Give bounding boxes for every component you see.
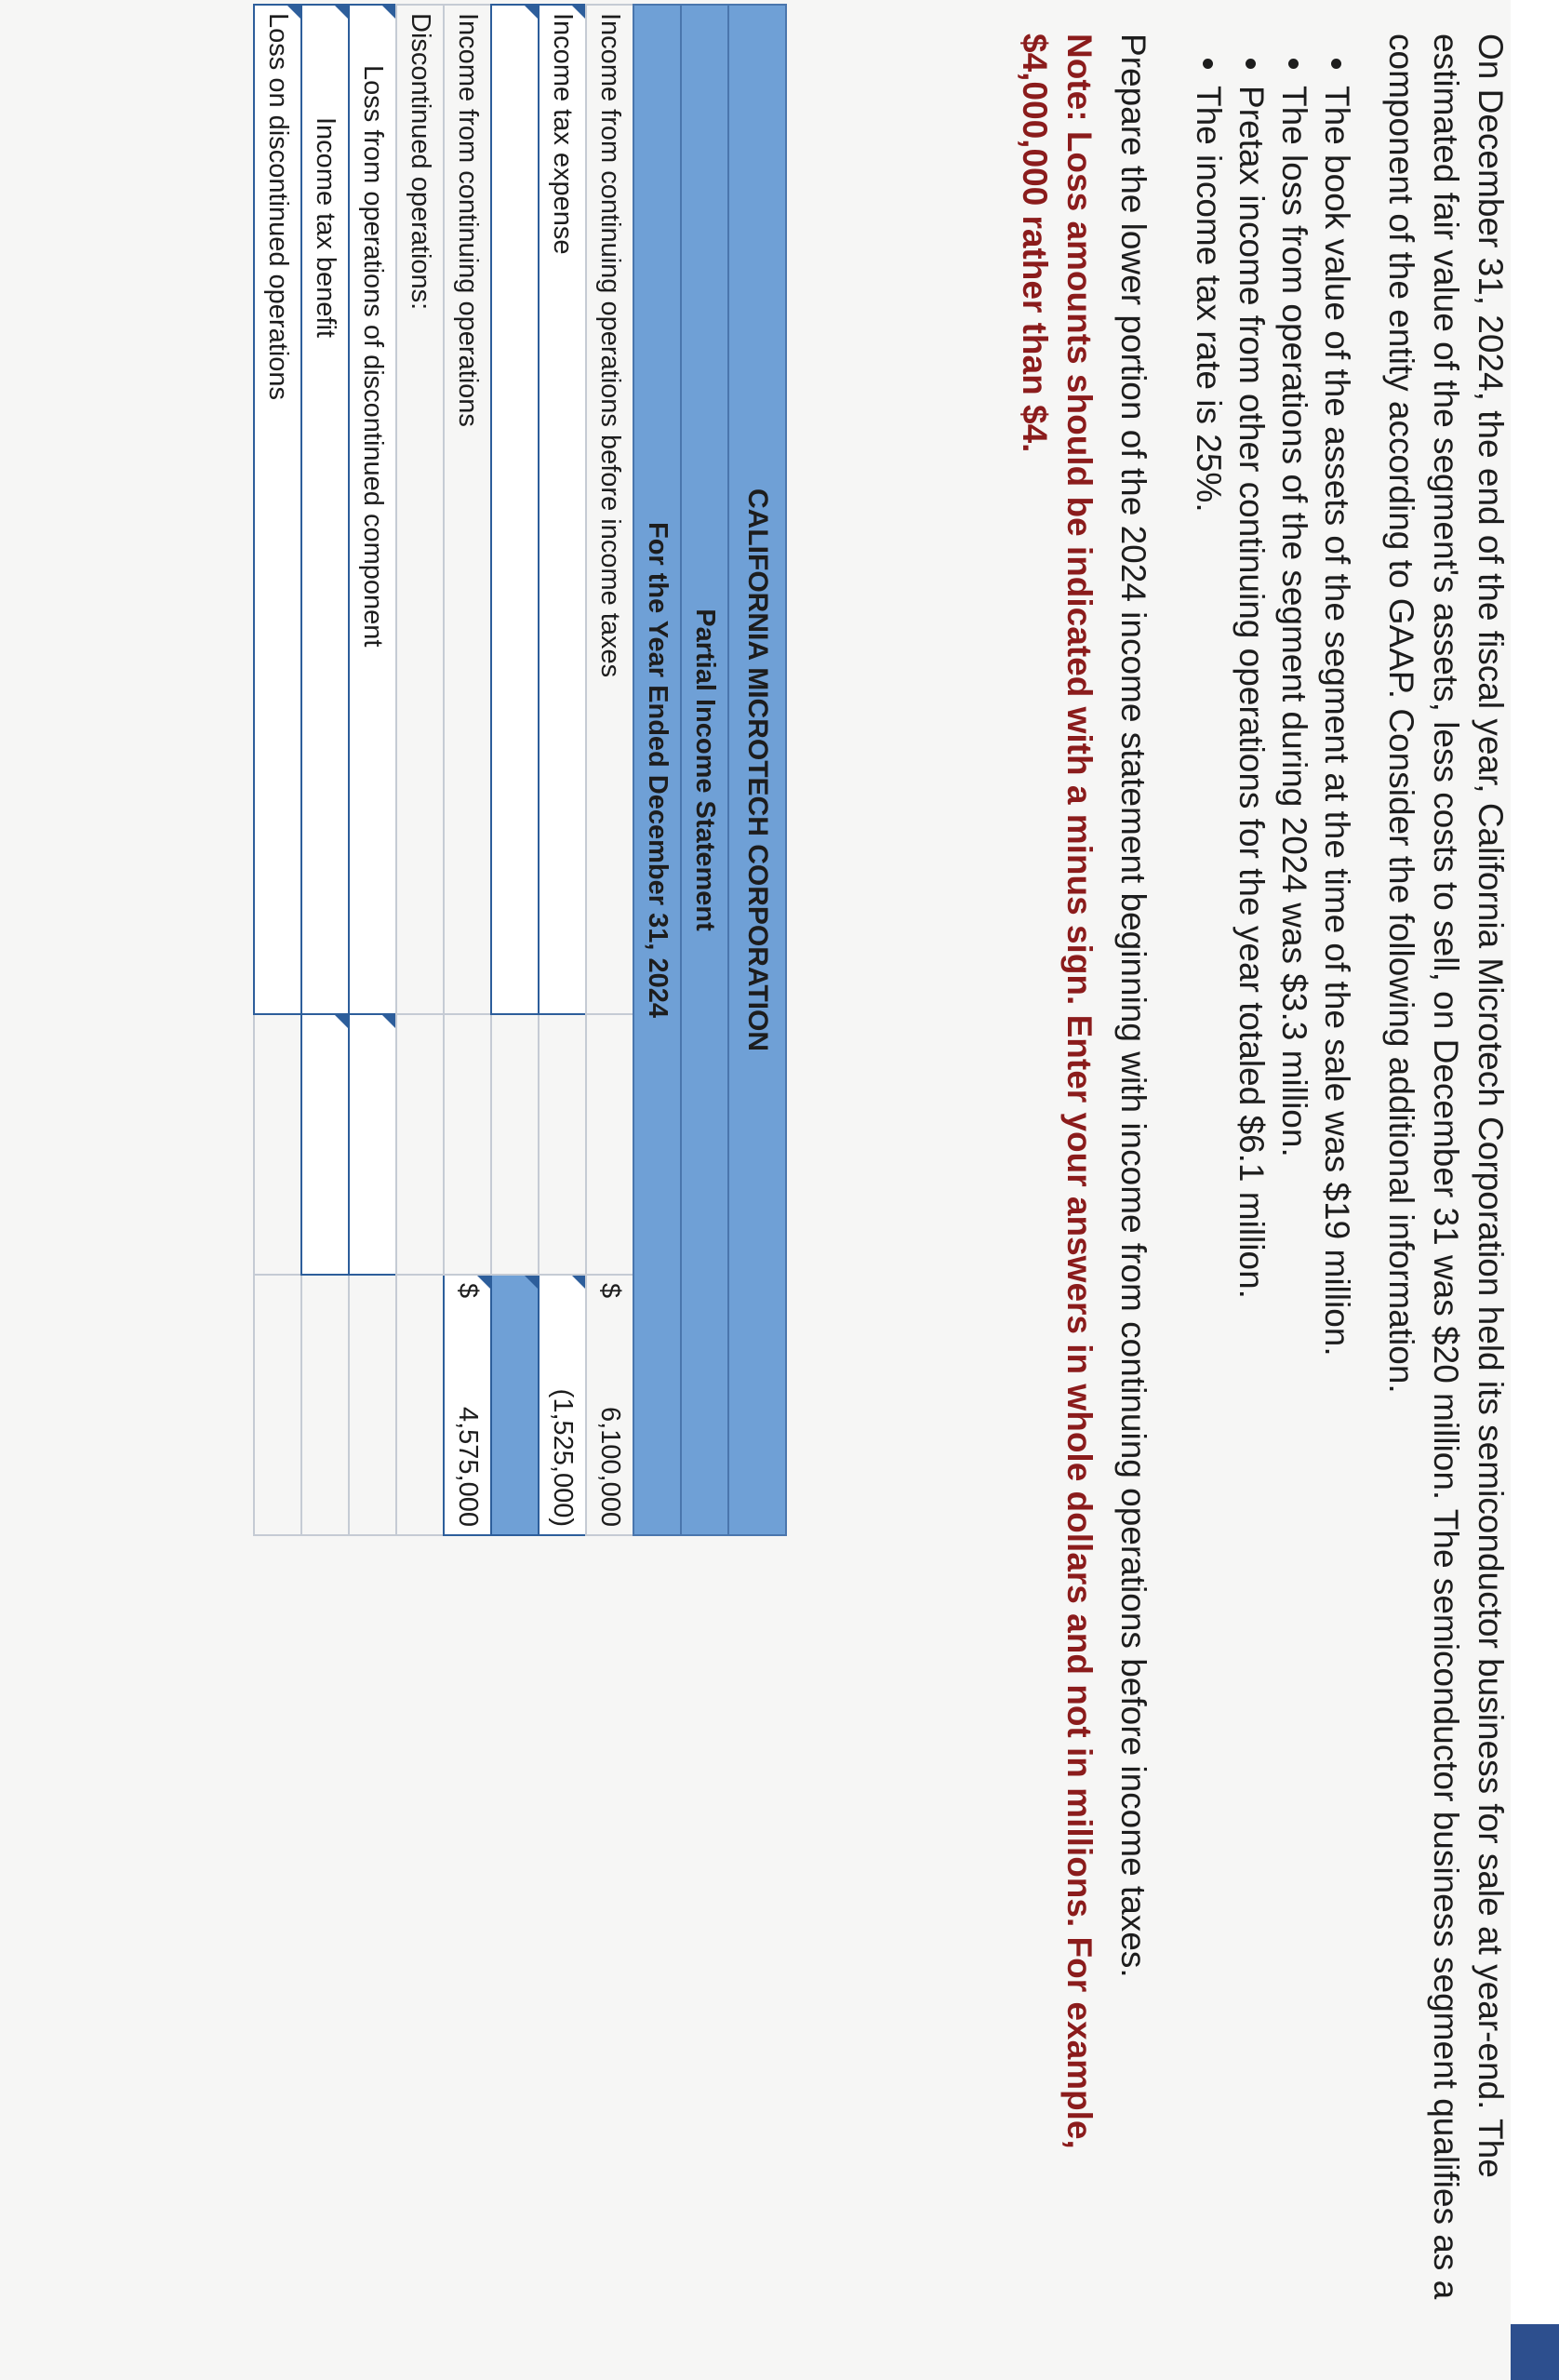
info-list [1187, 33, 1358, 2322]
table-row [539, 5, 586, 1535]
amount-input[interactable] [444, 1275, 491, 1535]
amount-col1-cell[interactable] [491, 1014, 539, 1275]
table-row [349, 5, 396, 1535]
info-item: • The book value of the assets of the segment at the time of the sale was $19 million. [1315, 86, 1358, 2322]
amount-col1-cell[interactable] [396, 1014, 444, 1275]
statement-subtitle: Partial Income Statement [681, 5, 728, 1535]
amount-col1-cell[interactable] [254, 1014, 301, 1275]
instruction-text: Prepare the lower portion of the 2024 income statement beginning with income from continuing operations before income taxes. [1114, 33, 1153, 1978]
table-row [586, 5, 633, 1535]
amount-input[interactable] [349, 1014, 396, 1275]
amount-input[interactable] [301, 1275, 349, 1535]
screen-top-edge [1511, 0, 1559, 2380]
amount-input[interactable] [396, 1275, 444, 1535]
info-item: • Pretax income from other continuing operations for the year totaled $6.1 million. [1230, 86, 1273, 2322]
row-label-dropdown[interactable] [349, 5, 396, 1014]
info-item: • The loss from operations of the segment during 2024 was $3.3 million. [1273, 86, 1315, 2322]
amount-col1-cell[interactable] [444, 1014, 491, 1275]
statement-header-row [681, 5, 728, 1535]
dropdown-marker-icon [525, 6, 538, 19]
dropdown-marker-icon [287, 6, 300, 19]
table-row [254, 5, 301, 1535]
amount-input[interactable] [254, 1275, 301, 1535]
dropdown-marker-icon [382, 6, 395, 19]
dropdown-marker-icon [335, 6, 348, 19]
row-label: Discontinued operations: [396, 5, 444, 1014]
problem-content [1012, 33, 1512, 2322]
row-label: Income from continuing operations before income taxes [586, 5, 633, 1014]
amount-input[interactable] [349, 1275, 396, 1535]
statement-period: For the Year Ended December 31, 2024 [633, 5, 681, 1535]
row-label: Loss on discontinued operations [263, 13, 293, 400]
income-statement-table [253, 4, 787, 1536]
amount-col1-cell[interactable] [539, 1014, 586, 1275]
dollar-sign: $ [453, 1283, 483, 1299]
row-label: Income tax benefit [311, 117, 340, 338]
dropdown-marker-icon [477, 1276, 490, 1289]
amount-input[interactable] [491, 1275, 539, 1535]
row-label: Income from continuing operations [444, 5, 491, 1014]
table-row [396, 5, 444, 1535]
amount-value: 4,575,000 [453, 1406, 483, 1527]
note-text: Note: Loss amounts should be indicated with a minus sign. Enter your answers in whole dollars and not in millions. For example, $4,000,000 rather than $4. [1016, 33, 1099, 2149]
dropdown-marker-icon [525, 1276, 538, 1289]
dropdown-marker-icon [382, 1015, 395, 1028]
dropdown-marker-icon [572, 1276, 585, 1289]
amount-col1-cell[interactable] [586, 1014, 633, 1275]
dropdown-marker-icon [572, 6, 585, 19]
row-label-dropdown[interactable] [491, 5, 539, 1014]
amount-input[interactable] [539, 1275, 586, 1535]
row-label-dropdown[interactable] [254, 5, 301, 1014]
window-corner [1511, 2324, 1559, 2380]
amount-value: 6,100,000 [595, 1406, 625, 1527]
table-row [444, 5, 491, 1535]
dollar-sign: $ [595, 1283, 625, 1299]
problem-intro: On December 31, 2024, the end of the fiscal year, California Microtech Corporation held its semiconductor business for sale at year-end. The estimated fair value of the segment's assets, less costs to sell, on December 31 was $20 million. The semiconductor business segment qualifies as a component of the entity according to GAAP. Consider the following additional information. [1382, 33, 1510, 2300]
row-label: Income tax expense [548, 13, 578, 255]
company-name: CALIFORNIA MICROTECH CORPORATION [728, 5, 786, 1535]
row-label-dropdown[interactable] [539, 5, 586, 1014]
info-item: • The income tax rate is 25%. [1187, 86, 1230, 2322]
amount-value: (1,525,000) [548, 1388, 578, 1527]
dropdown-marker-icon [335, 1015, 348, 1028]
table-row [301, 5, 349, 1535]
table-row [491, 5, 539, 1535]
statement-header-row [633, 5, 681, 1535]
statement-header-row [728, 5, 786, 1535]
row-label-dropdown[interactable] [301, 5, 349, 1014]
amount-input[interactable] [586, 1275, 633, 1535]
row-label: Loss from operations of discontinued component [358, 65, 388, 648]
amount-input[interactable] [301, 1014, 349, 1275]
